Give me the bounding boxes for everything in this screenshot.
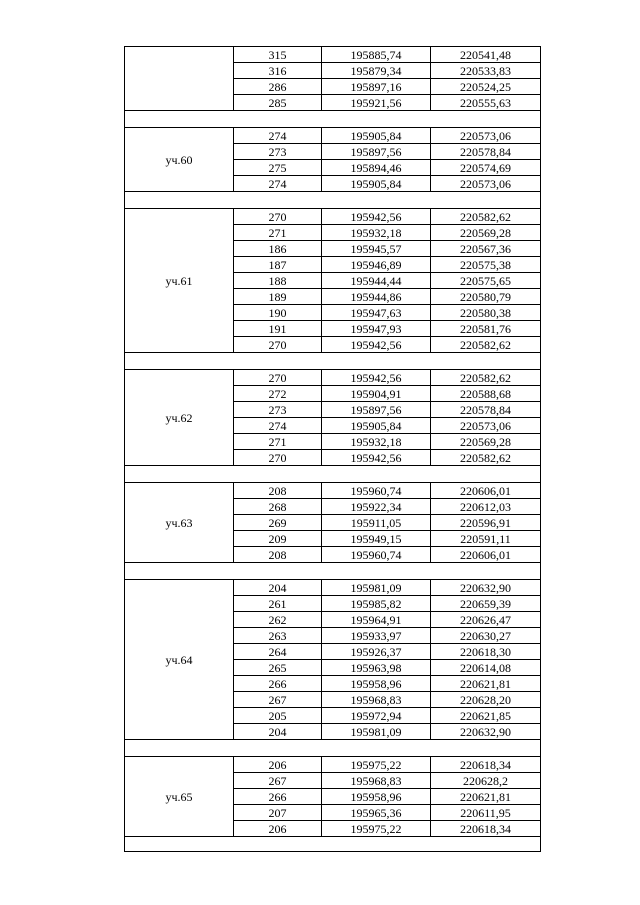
point-number: 206 — [234, 821, 322, 837]
section-separator-cell — [125, 192, 541, 209]
section-separator-row — [125, 740, 541, 757]
coordinate-x: 195933,97 — [322, 628, 431, 644]
coordinate-y: 220628,20 — [431, 692, 541, 708]
coordinate-y: 220582,62 — [431, 209, 541, 225]
point-number: 191 — [234, 321, 322, 337]
coordinate-x: 195944,86 — [322, 289, 431, 305]
plot-label: уч.64 — [125, 580, 234, 740]
coordinate-y: 220578,84 — [431, 144, 541, 160]
coordinate-y: 220574,69 — [431, 160, 541, 176]
point-number: 205 — [234, 708, 322, 724]
section-separator-cell — [125, 466, 541, 483]
coordinate-x: 195975,22 — [322, 821, 431, 837]
coordinate-y: 220533,83 — [431, 63, 541, 79]
table-row — [125, 580, 541, 596]
point-number: 285 — [234, 95, 322, 111]
point-number: 262 — [234, 612, 322, 628]
coordinate-y: 220575,65 — [431, 273, 541, 289]
coordinate-x: 195942,56 — [322, 370, 431, 386]
coordinate-y: 220632,90 — [431, 724, 541, 740]
coordinate-y: 220618,30 — [431, 644, 541, 660]
coordinate-x: 195958,96 — [322, 789, 431, 805]
point-number: 270 — [234, 209, 322, 225]
coordinate-x: 195926,37 — [322, 644, 431, 660]
section-separator-row — [125, 192, 541, 209]
coordinate-x: 195960,74 — [322, 547, 431, 563]
coordinate-x: 195897,56 — [322, 402, 431, 418]
point-number: 265 — [234, 660, 322, 676]
coordinate-x: 195942,56 — [322, 337, 431, 353]
coordinate-y: 220569,28 — [431, 434, 541, 450]
point-number: 270 — [234, 337, 322, 353]
coordinate-x: 195942,56 — [322, 450, 431, 466]
coordinate-y: 220573,06 — [431, 418, 541, 434]
table-row — [125, 128, 541, 144]
point-number: 209 — [234, 531, 322, 547]
table-row — [125, 370, 541, 386]
point-number: 208 — [234, 547, 322, 563]
coordinate-x: 195945,57 — [322, 241, 431, 257]
coordinate-x: 195885,74 — [322, 47, 431, 63]
coordinate-x: 195879,34 — [322, 63, 431, 79]
coordinate-x: 195958,96 — [322, 676, 431, 692]
coordinate-y: 220591,11 — [431, 531, 541, 547]
plot-label — [125, 47, 234, 111]
point-number: 204 — [234, 580, 322, 596]
coordinate-y: 220581,76 — [431, 321, 541, 337]
table-row — [125, 757, 541, 773]
point-number: 270 — [234, 450, 322, 466]
coordinate-x: 195905,84 — [322, 128, 431, 144]
coordinate-x: 195975,22 — [322, 757, 431, 773]
point-number: 264 — [234, 644, 322, 660]
point-number: 187 — [234, 257, 322, 273]
coordinate-x: 195897,16 — [322, 79, 431, 95]
coordinate-y: 220573,06 — [431, 128, 541, 144]
point-number: 267 — [234, 773, 322, 789]
coordinate-x: 195968,83 — [322, 773, 431, 789]
section-separator-row — [125, 353, 541, 370]
point-number: 286 — [234, 79, 322, 95]
coordinate-y: 220569,28 — [431, 225, 541, 241]
coordinate-y: 220614,08 — [431, 660, 541, 676]
section-separator-cell — [125, 353, 541, 370]
coordinate-y: 220606,01 — [431, 547, 541, 563]
coordinate-x: 195985,82 — [322, 596, 431, 612]
coordinate-y: 220632,90 — [431, 580, 541, 596]
coordinate-y: 220611,95 — [431, 805, 541, 821]
coordinate-y: 220555,63 — [431, 95, 541, 111]
coordinate-y: 220580,38 — [431, 305, 541, 321]
coordinate-x: 195932,18 — [322, 225, 431, 241]
point-number: 204 — [234, 724, 322, 740]
coordinate-x: 195904,91 — [322, 386, 431, 402]
coordinate-y: 220580,79 — [431, 289, 541, 305]
section-separator-row — [125, 466, 541, 483]
coordinate-x: 195964,91 — [322, 612, 431, 628]
coordinate-y: 220659,39 — [431, 596, 541, 612]
coordinate-y: 220596,91 — [431, 515, 541, 531]
coordinate-x: 195944,44 — [322, 273, 431, 289]
coordinate-y: 220541,48 — [431, 47, 541, 63]
plot-label: уч.62 — [125, 370, 234, 466]
coordinate-y: 220567,36 — [431, 241, 541, 257]
coordinate-y: 220612,03 — [431, 499, 541, 515]
coordinate-x: 195981,09 — [322, 724, 431, 740]
point-number: 315 — [234, 47, 322, 63]
point-number: 316 — [234, 63, 322, 79]
table-row — [125, 209, 541, 225]
point-number: 275 — [234, 160, 322, 176]
point-number: 269 — [234, 515, 322, 531]
point-number: 271 — [234, 225, 322, 241]
section-separator-row — [125, 837, 541, 852]
coordinate-y: 220524,25 — [431, 79, 541, 95]
coordinate-x: 195963,98 — [322, 660, 431, 676]
section-separator-row — [125, 563, 541, 580]
plot-label: уч.63 — [125, 483, 234, 563]
coordinate-y: 220628,2 — [431, 773, 541, 789]
coordinate-y: 220578,84 — [431, 402, 541, 418]
coordinate-x: 195942,56 — [322, 209, 431, 225]
point-number: 261 — [234, 596, 322, 612]
section-separator-cell — [125, 740, 541, 757]
point-number: 273 — [234, 402, 322, 418]
coordinate-x: 195922,34 — [322, 499, 431, 515]
coordinate-x: 195894,46 — [322, 160, 431, 176]
coordinate-x: 195897,56 — [322, 144, 431, 160]
coordinate-y: 220621,81 — [431, 676, 541, 692]
coordinate-x: 195905,84 — [322, 176, 431, 192]
coordinate-x: 195946,89 — [322, 257, 431, 273]
point-number: 268 — [234, 499, 322, 515]
coordinates-table-body — [125, 47, 541, 852]
document-page — [124, 46, 540, 852]
coordinate-x: 195960,74 — [322, 483, 431, 499]
coordinate-y: 220606,01 — [431, 483, 541, 499]
table-row — [125, 47, 541, 63]
point-number: 263 — [234, 628, 322, 644]
point-number: 272 — [234, 386, 322, 402]
point-number: 266 — [234, 789, 322, 805]
coordinates-table — [124, 46, 541, 852]
coordinate-x: 195905,84 — [322, 418, 431, 434]
point-number: 271 — [234, 434, 322, 450]
point-number: 274 — [234, 418, 322, 434]
coordinate-x: 195949,15 — [322, 531, 431, 547]
table-row — [125, 483, 541, 499]
coordinate-y: 220621,81 — [431, 789, 541, 805]
coordinate-x: 195972,94 — [322, 708, 431, 724]
coordinate-y: 220582,62 — [431, 370, 541, 386]
point-number: 273 — [234, 144, 322, 160]
coordinate-y: 220630,27 — [431, 628, 541, 644]
coordinate-y: 220626,47 — [431, 612, 541, 628]
section-separator-row — [125, 111, 541, 128]
coordinate-y: 220582,62 — [431, 337, 541, 353]
plot-label: уч.65 — [125, 757, 234, 837]
point-number: 188 — [234, 273, 322, 289]
section-separator-cell — [125, 837, 541, 852]
section-separator-cell — [125, 111, 541, 128]
plot-label: уч.60 — [125, 128, 234, 192]
point-number: 266 — [234, 676, 322, 692]
coordinate-y: 220618,34 — [431, 821, 541, 837]
point-number: 186 — [234, 241, 322, 257]
coordinate-x: 195965,36 — [322, 805, 431, 821]
section-separator-cell — [125, 563, 541, 580]
coordinate-y: 220621,85 — [431, 708, 541, 724]
coordinate-x: 195968,83 — [322, 692, 431, 708]
coordinate-x: 195932,18 — [322, 434, 431, 450]
coordinate-x: 195947,93 — [322, 321, 431, 337]
coordinate-y: 220573,06 — [431, 176, 541, 192]
point-number: 206 — [234, 757, 322, 773]
point-number: 208 — [234, 483, 322, 499]
point-number: 274 — [234, 176, 322, 192]
coordinate-y: 220582,62 — [431, 450, 541, 466]
coordinate-x: 195981,09 — [322, 580, 431, 596]
point-number: 270 — [234, 370, 322, 386]
coordinate-x: 195947,63 — [322, 305, 431, 321]
coordinate-y: 220618,34 — [431, 757, 541, 773]
point-number: 207 — [234, 805, 322, 821]
point-number: 189 — [234, 289, 322, 305]
point-number: 274 — [234, 128, 322, 144]
coordinate-y: 220575,38 — [431, 257, 541, 273]
point-number: 267 — [234, 692, 322, 708]
coordinate-x: 195911,05 — [322, 515, 431, 531]
coordinate-y: 220588,68 — [431, 386, 541, 402]
plot-label: уч.61 — [125, 209, 234, 353]
point-number: 190 — [234, 305, 322, 321]
coordinate-x: 195921,56 — [322, 95, 431, 111]
